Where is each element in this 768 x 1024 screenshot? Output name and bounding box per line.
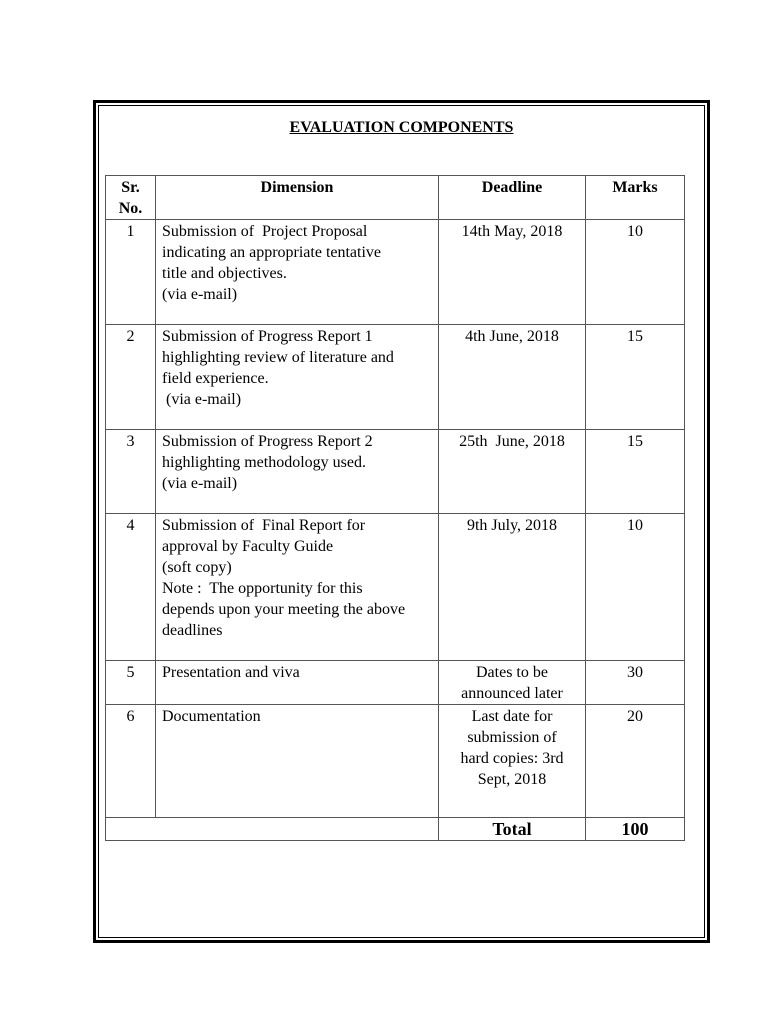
table-row xyxy=(106,661,685,705)
dimension-line: (via e-mail) xyxy=(162,475,238,492)
table-row xyxy=(106,705,685,818)
dimension-line: highlighting methodology used. xyxy=(162,454,366,471)
table-row xyxy=(106,514,685,661)
deadline-line: announced later xyxy=(461,685,563,702)
total-label: Total xyxy=(439,818,586,841)
table-header-row xyxy=(106,176,685,220)
deadline-cell xyxy=(439,430,586,514)
dimension-line: title and objectives. xyxy=(162,265,287,282)
dimension-cell xyxy=(156,514,439,661)
dimension-line: field experience. xyxy=(162,370,269,387)
sr-no-cell: 3 xyxy=(106,430,156,514)
dimension-cell xyxy=(156,661,439,705)
dimension-line: Submission of Progress Report 2 xyxy=(162,433,373,450)
marks-cell: 15 xyxy=(586,325,685,430)
dimension-line: Note : The opportunity for this xyxy=(162,580,363,597)
dimension-cell xyxy=(156,220,439,325)
deadline-cell xyxy=(439,661,586,705)
sr-no-cell: 2 xyxy=(106,325,156,430)
total-value: 100 xyxy=(586,818,685,841)
deadline-line: Last date for xyxy=(471,708,553,725)
dimension-line: Submission of Final Report for xyxy=(162,517,366,534)
dimension-line: indicating an appropriate tentative xyxy=(162,244,382,261)
dimension-line: approval by Faculty Guide xyxy=(162,538,334,555)
dimension-line: (soft copy) xyxy=(162,559,232,576)
marks-cell: 15 xyxy=(586,430,685,514)
dimension-line: Presentation and viva xyxy=(162,664,300,681)
header-dimension: Dimension xyxy=(156,176,439,220)
deadline-line: Sept, 2018 xyxy=(477,771,547,788)
header-deadline: Deadline xyxy=(439,176,586,220)
deadline-line: 4th June, 2018 xyxy=(465,328,559,345)
dimension-cell xyxy=(156,325,439,430)
evaluation-table xyxy=(105,175,685,841)
page-border-inner xyxy=(98,105,705,938)
marks-cell: 30 xyxy=(586,661,685,705)
marks-cell: 10 xyxy=(586,220,685,325)
table-row xyxy=(106,220,685,325)
sr-no-cell: 5 xyxy=(106,661,156,705)
marks-cell: 20 xyxy=(586,705,685,818)
dimension-line: (via e-mail) xyxy=(162,391,242,408)
page-title: EVALUATION COMPONENTS xyxy=(289,119,514,136)
dimension-cell xyxy=(156,430,439,514)
deadline-cell xyxy=(439,514,586,661)
dimension-line: (via e-mail) xyxy=(162,286,238,303)
deadline-line: submission of xyxy=(467,729,557,746)
deadline-line: 14th May, 2018 xyxy=(461,223,563,240)
total-spacer xyxy=(106,818,439,841)
dimension-line: Submission of Progress Report 1 xyxy=(162,328,373,345)
header-sr-line: Sr. xyxy=(121,179,140,196)
sr-no-cell: 1 xyxy=(106,220,156,325)
deadline-line: Dates to be xyxy=(476,664,548,681)
marks-cell: 10 xyxy=(586,514,685,661)
deadline-cell xyxy=(439,220,586,325)
table-row xyxy=(106,430,685,514)
deadline-line: 25th June, 2018 xyxy=(459,433,565,450)
sr-no-cell: 6 xyxy=(106,705,156,818)
total-row xyxy=(106,818,685,841)
deadline-cell xyxy=(439,325,586,430)
table-row xyxy=(106,325,685,430)
header-marks: Marks xyxy=(586,176,685,220)
deadline-line: 9th July, 2018 xyxy=(466,517,558,534)
dimension-line: deadlines xyxy=(162,622,223,639)
page-border xyxy=(93,100,710,943)
dimension-cell xyxy=(156,705,439,818)
header-no-line: No. xyxy=(118,200,143,217)
header-sr-no xyxy=(106,176,156,220)
deadline-cell xyxy=(439,705,586,818)
dimension-line: Submission of Project Proposal xyxy=(162,223,368,240)
sr-no-cell: 4 xyxy=(106,514,156,661)
dimension-line: highlighting review of literature and xyxy=(162,349,394,366)
dimension-line: Documentation xyxy=(162,708,261,725)
deadline-line: hard copies: 3rd xyxy=(460,750,564,767)
dimension-line: depends upon your meeting the above xyxy=(162,601,406,618)
